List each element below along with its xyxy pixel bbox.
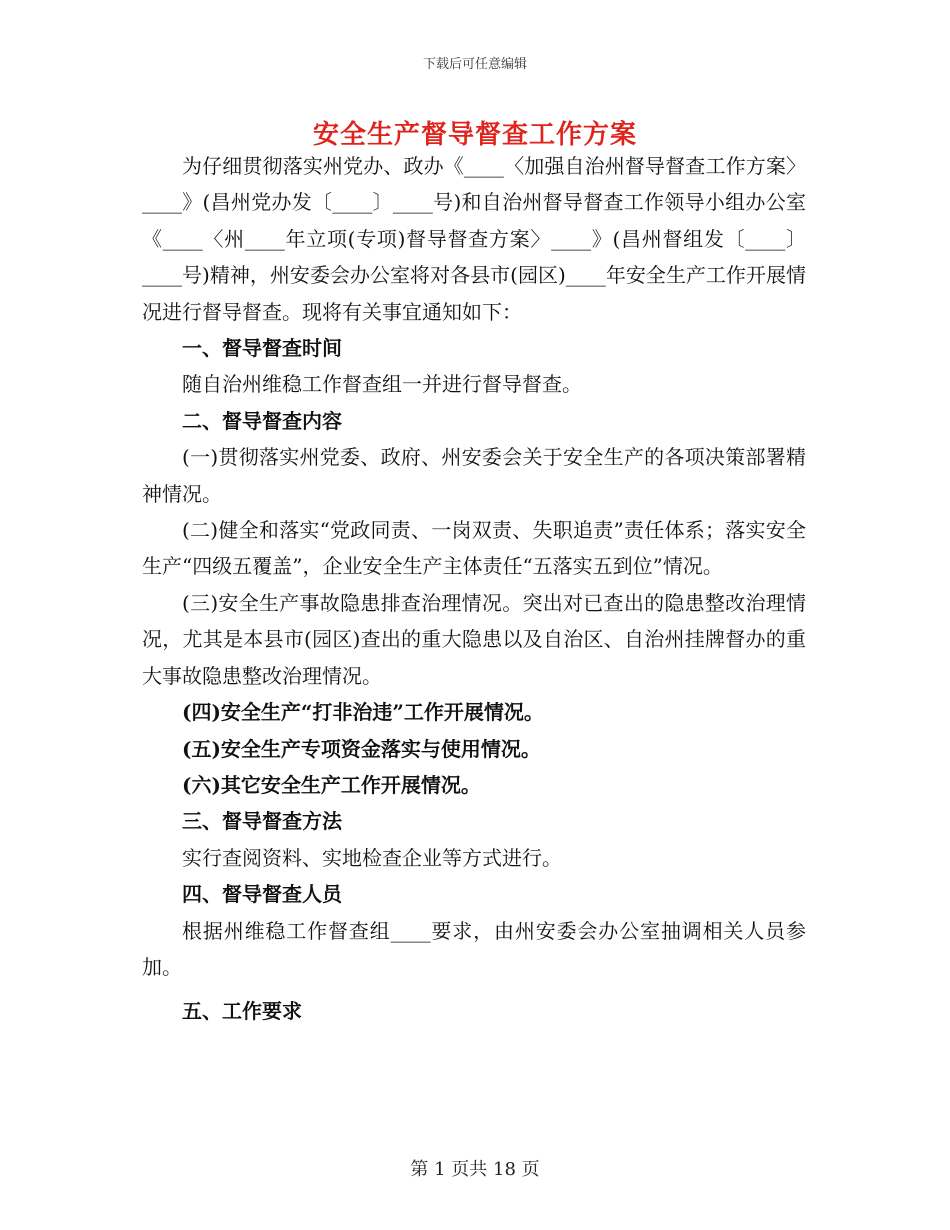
paragraph-item-4: (四)安全生产“打非治违”工作开展情况。 [182, 700, 544, 725]
paragraph-item-6: (六)其它安全生产工作开展情况。 [182, 772, 481, 797]
section-heading-time: 一、督导督查时间 [182, 336, 342, 361]
paragraph-method: 实行查阅资料、实地检查企业等方式进行。 [182, 845, 562, 870]
header-note: 下载后可任意编辑 [422, 57, 527, 72]
paragraph-item-5: (五)安全生产专项资金落实与使用情况。 [182, 736, 541, 761]
page-footer: 第 1 页共 18 页 [410, 1159, 540, 1180]
intro-paragraph: 为仔细贯彻落实州党办、政办《____〈加强自治州督导督查工作方案〉____》(昌州党办发〔____〕____号)和自治州督导督查工作领导小组办公室《____〈州____年立项(专项)督导督查方案〉____》(昌州督组发〔____〕____号)精神，州安委会办公室将对各县市(园区)____年安全生产工作开展情况进行督导督查。现将有关事宜通知如下： [142, 154, 806, 324]
section-heading-requirements: 五、工作要求 [182, 999, 302, 1024]
document-body [142, 148, 806, 1030]
section-heading-method: 三、督导督查方法 [182, 809, 342, 834]
paragraph-item-1: (一)贯彻落实州党委、政府、州安委会关于安全生产的各项决策部署精神情况。 [142, 445, 806, 506]
paragraph-item-3: (三)安全生产事故隐患排查治理情况。突出对已查出的隐患整改治理情况，尤其是本县市(园区)查出的重大隐患以及自治区、自治州挂牌督办的重大事故隐患整改治理情况。 [142, 590, 806, 688]
document-title: 安全生产督导督查工作方案 [312, 120, 637, 150]
paragraph-time: 随自治州维稳工作督查组一并进行督导督查。 [182, 372, 582, 397]
section-heading-content: 二、督导督查内容 [182, 408, 342, 433]
paragraph-personnel: 根据州维稳工作督查组____要求，由州安委会办公室抽调相关人员参加。 [142, 918, 806, 979]
section-heading-personnel: 四、督导督查人员 [182, 882, 342, 907]
paragraph-item-2: (二)健全和落实“党政同责、一岗双责、失职追责”责任体系；落实安全生产“四级五覆盖”，企业安全生产主体责任“五落实五到位”情况。 [142, 518, 806, 579]
